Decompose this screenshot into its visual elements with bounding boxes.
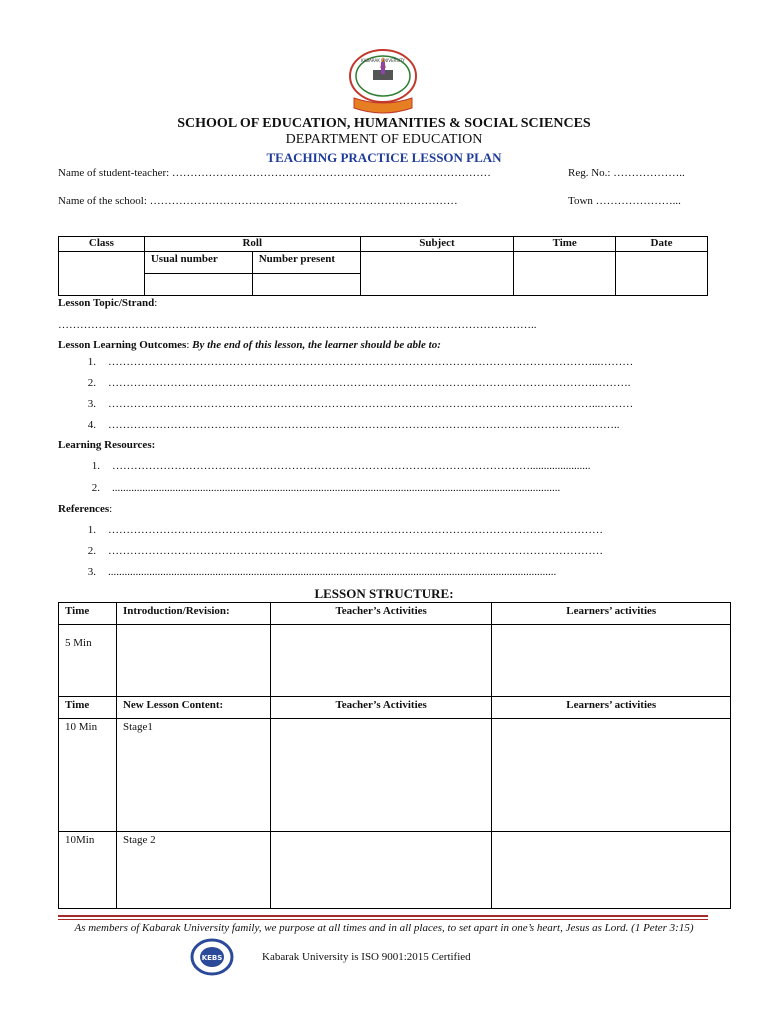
outcomes-label: Lesson Learning Outcomes (58, 339, 187, 351)
outcomes-heading: Lesson Learning Outcomes: By the end of this lesson, the learner should be able to: (58, 339, 441, 351)
footer-motto: As members of Kabarak University family, we purpose at all times and in all places, to set apart in one’s heart, Jesus as Lord. (1 Peter 3:15) (74, 922, 694, 934)
class-info-table (58, 236, 708, 296)
time-header: Time (514, 237, 616, 252)
reg-no-dots: ……………….. (613, 167, 685, 179)
outcome-dots: ……………………………………………………………………………………………………………………...……… (108, 356, 634, 368)
town-label: Town (568, 195, 593, 207)
time-header: Time (59, 697, 117, 719)
outcome-number: 4. (87, 419, 96, 431)
reference-dots: ……………………………………………………………………………………………………………………… (108, 545, 603, 557)
lesson-structure-title: LESSON STRUCTURE: (314, 586, 454, 601)
reference-number: 2. (87, 545, 96, 557)
usual-number-header: Usual number (144, 252, 252, 274)
outcome-number: 3. (87, 398, 96, 410)
kebs-logo (190, 938, 234, 976)
school-heading: SCHOOL OF EDUCATION, HUMANITIES & SOCIAL SCIENCES (177, 116, 591, 131)
resource-number: 2. (91, 482, 100, 494)
outcome-item[interactable] (80, 356, 710, 368)
outcome-dots: …………………………………………………………………………………………………………………….………. (108, 377, 631, 389)
class-header: Class (59, 237, 145, 252)
outcome-dots: ……………………………………………………………………………………………………………………...……… (108, 398, 634, 410)
teachers-activities-header: Teacher’s Activities (270, 603, 492, 625)
town-dots: …………………... (595, 195, 681, 207)
iso-certification: Kabarak University is ISO 9001:2015 Certified (262, 951, 471, 963)
roll-header: Roll (144, 237, 360, 252)
class-cell[interactable] (59, 252, 145, 296)
reference-item[interactable] (80, 524, 700, 536)
reference-item[interactable] (80, 545, 700, 557)
outcome-item[interactable] (80, 377, 710, 389)
lesson-topic-colon: : (154, 297, 158, 309)
outcome-item[interactable] (80, 398, 710, 410)
ten-min-cell: 10 Min (59, 719, 117, 832)
university-logo (346, 48, 420, 116)
number-present-header: Number present (252, 252, 360, 274)
footer-divider (58, 915, 708, 917)
stage2-teacher-cell[interactable] (270, 832, 492, 909)
ten-min-cell: 10Min (59, 832, 117, 909)
form-title: TEACHING PRACTICE LESSON PLAN (266, 150, 502, 165)
resources-label: Learning Resources: (58, 439, 156, 451)
school-name-dots: ………………………………………………………………………… (149, 195, 458, 207)
logo-text: KABARAK UNIVERSITY (361, 58, 405, 63)
lesson-structure-table (58, 602, 731, 909)
lesson-topic-heading (58, 297, 157, 309)
reg-no-label: Reg. No.: (568, 167, 611, 179)
stage1-learner-cell[interactable] (492, 719, 731, 832)
kebs-text: KEBS (201, 954, 223, 962)
learners-activities-header: Learners’ activities (492, 603, 731, 625)
school-name-field[interactable] (58, 195, 538, 207)
outcome-number: 1. (87, 356, 96, 368)
stage1-cell[interactable]: Stage1 (116, 719, 270, 832)
resource-dots: ................................................................................................................................................................... (112, 482, 561, 494)
subject-cell[interactable] (360, 252, 514, 296)
stage2-learner-cell[interactable] (492, 832, 731, 909)
resource-number: 1. (91, 460, 100, 472)
outcome-dots: ………………………………………………………………………………………………………………………….. (108, 419, 620, 431)
stage1-teacher-cell[interactable] (270, 719, 492, 832)
outcome-number: 2. (87, 377, 96, 389)
reference-dots: ................................................................................................................................................................... (108, 566, 557, 578)
references-label: References (58, 503, 110, 515)
town-field[interactable] (568, 195, 718, 207)
five-min-cell: 5 Min (59, 625, 117, 697)
intro-revision-header: Introduction/Revision: (116, 603, 270, 625)
school-name-label: Name of the school: (58, 195, 147, 207)
subject-header: Subject (360, 237, 514, 252)
department-heading: DEPARTMENT OF EDUCATION (285, 132, 483, 147)
time-cell[interactable] (514, 252, 616, 296)
reference-number: 3. (87, 566, 96, 578)
outcomes-intro: By the end of this lesson, the learner should be able to: (192, 339, 441, 351)
time-header: Time (59, 603, 117, 625)
date-cell[interactable] (616, 252, 708, 296)
resource-item[interactable] (84, 460, 706, 472)
reference-dots: ……………………………………………………………………………………………………………………… (108, 524, 603, 536)
teachers-activities-header: Teacher’s Activities (270, 697, 492, 719)
learners-activities-header: Learners’ activities (492, 697, 731, 719)
intro-learner-cell[interactable] (492, 625, 731, 697)
resource-item[interactable] (84, 482, 706, 494)
intro-teacher-cell[interactable] (270, 625, 492, 697)
references-colon: : (109, 503, 113, 515)
outcome-item[interactable] (80, 419, 710, 431)
intro-content-cell[interactable] (116, 625, 270, 697)
usual-number-cell[interactable] (144, 274, 252, 296)
student-teacher-field[interactable] (58, 167, 538, 179)
date-header: Date (616, 237, 708, 252)
reference-number: 1. (87, 524, 96, 536)
references-heading (58, 503, 112, 515)
student-teacher-dots: …………………………………………………………………………… (171, 167, 491, 179)
lesson-topic-dots[interactable]: ………………………………………………………………………………………………………………….. (58, 319, 537, 331)
new-lesson-content-header: New Lesson Content: (116, 697, 270, 719)
reg-no-field[interactable] (568, 167, 718, 179)
reference-item[interactable] (80, 566, 700, 578)
student-teacher-label: Name of student-teacher: (58, 167, 170, 179)
footer-divider (58, 919, 708, 920)
number-present-cell[interactable] (252, 274, 360, 296)
stage2-cell[interactable]: Stage 2 (116, 832, 270, 909)
resource-dots: ……………………………………………………………………………………………………...................... (112, 460, 591, 472)
lesson-topic-label: Lesson Topic/Strand (58, 297, 155, 309)
